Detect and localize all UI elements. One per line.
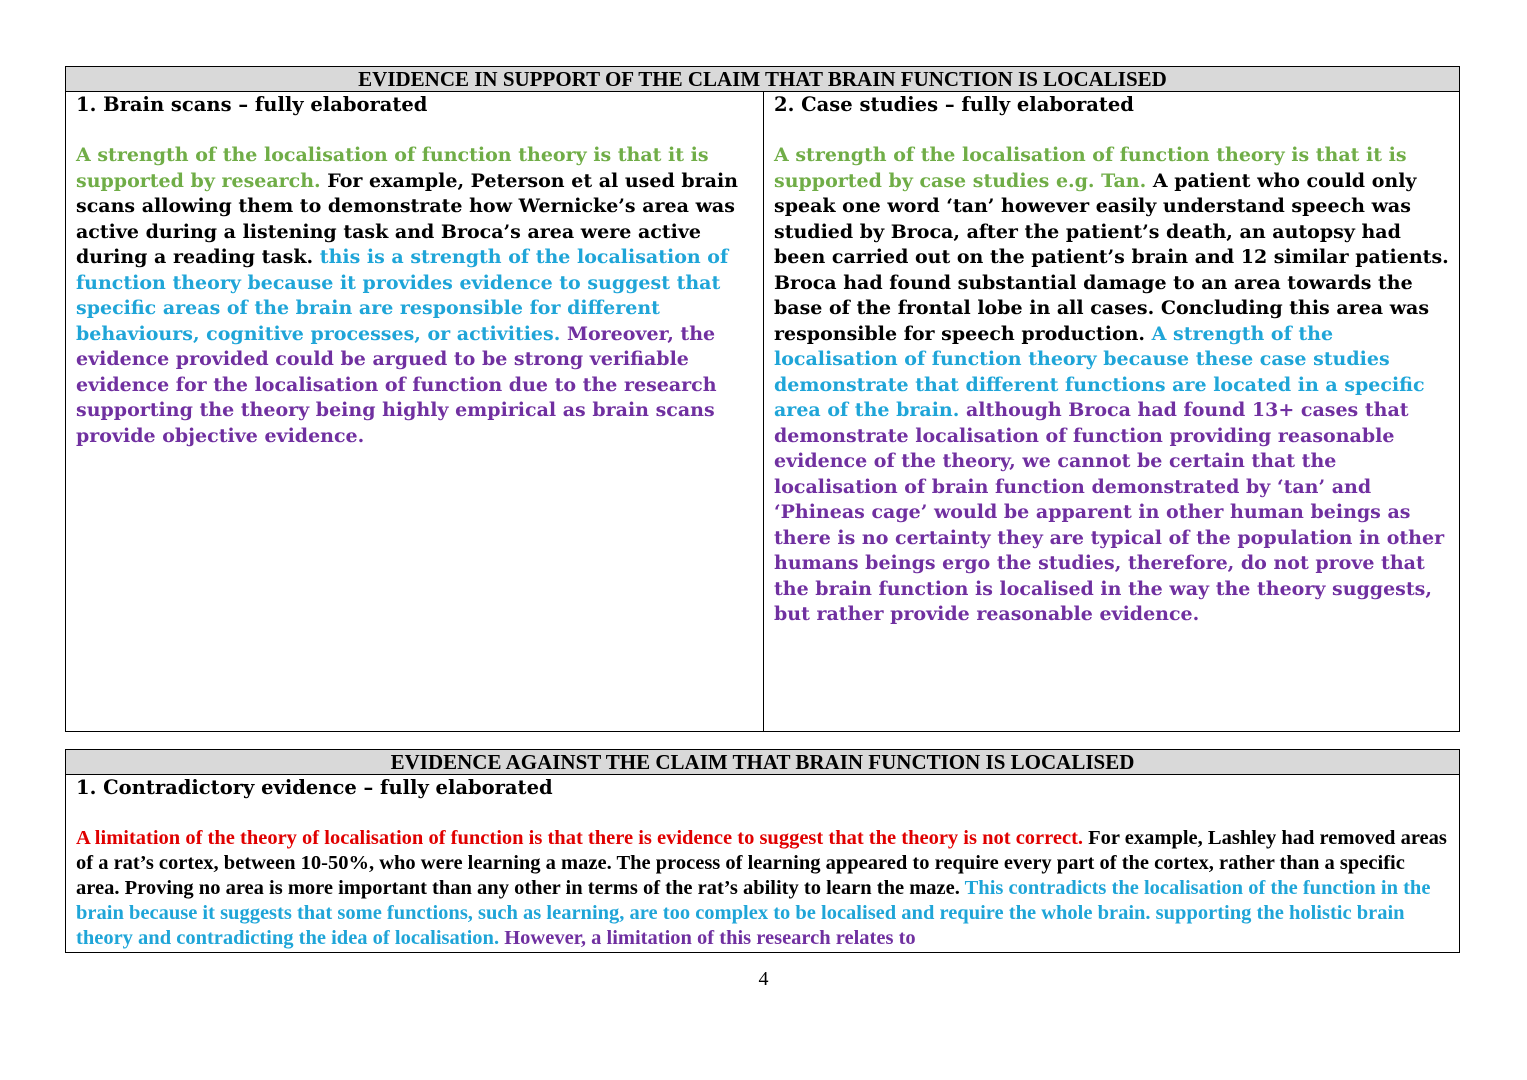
- against-table: [65, 749, 1460, 953]
- page-number: 4: [758, 968, 769, 990]
- case-studies-title: 2. Case studies – fully elaborated: [774, 93, 1134, 116]
- case-studies-explanation: A strength of the localisation of function theory because these case studies demonstrate that different functions are located in a specific area of the brain.: [774, 322, 1425, 421]
- contradictory-evidence-cell: [66, 775, 1459, 951]
- against-header: EVIDENCE AGAINST THE CLAIM THAT BRAIN FUNCTION IS LOCALISED: [66, 750, 1459, 775]
- case-studies-cell: [764, 92, 1459, 732]
- brain-scans-title: 1. Brain scans – fully elaborated: [76, 93, 428, 116]
- support-header: EVIDENCE IN SUPPORT OF THE CLAIM THAT BRAIN FUNCTION IS LOCALISED: [66, 67, 1459, 92]
- contradictory-evidence: For example, Lashley had removed areas of a rat’s cortex, between 10-50%, who were learning a maze. The process of learning appeared to require every part of the cortex, rather than a specific area. Proving no area is more important than any other in terms of the rat’s ability to learn the maze.: [76, 827, 1447, 899]
- brain-scans-evaluation: Moreover, the evidence provided could be argued to be strong verifiable evidence for the localisation of function due to the research supporting the theory being highly empirical as brain scans provide objective evidence.: [76, 322, 717, 447]
- contradictory-evidence-paragraph: [76, 826, 1449, 951]
- contradictory-evidence-title: 1. Contradictory evidence – fully elaborated: [76, 776, 553, 799]
- contradictory-evaluation: However, a limitation of this research relates to: [499, 927, 916, 949]
- brain-scans-evidence: For example, Peterson et al used brain scans allowing them to demonstrate how Wernicke’s area was active during a listening task and Broca’s area were active during a reading task.: [76, 169, 738, 268]
- brain-scans-explanation: this is a strength of the localisation of function theory because it provides evidence to suggest that specific areas of the brain are responsible for different behaviours, cognitive processes, or activities.: [76, 246, 729, 345]
- case-studies-paragraph: [774, 143, 1449, 628]
- support-table: [65, 66, 1460, 732]
- brain-scans-cell: [66, 92, 764, 732]
- brain-scans-point: A strength of the localisation of function theory is that it is supported by research.: [76, 144, 709, 192]
- case-studies-evidence: A patient who could only speak one word ‘tan’ however easily understand speech was studied by Broca, after the patient’s death, an autopsy had been carried out on the patient’s brain and 12 similar patients. Broca had found substantial damage to an area towards the base of the frontal lobe in all cases. Concluding this area was responsible for speech production.: [774, 169, 1449, 345]
- contradictory-point: A limitation of the theory of localisation of function is that there is evidence to suggest that the theory is not correct.: [76, 827, 1084, 849]
- case-studies-point: A strength of the localisation of function theory is that it is supported by case studies e.g. Tan.: [774, 144, 1407, 192]
- case-studies-evaluation: although Broca had found 13+ cases that demonstrate localisation of function providing reasonable evidence of the theory, we cannot be certain that the localisation of brain function demonstrated by ‘tan’ and ‘Phineas cage’ would be apparent in other human beings as there is no certainty they are typical of the population in other humans beings ergo the studies, therefore, do not prove that the brain function is localised in the way the theory suggests, but rather provide reasonable evidence.: [774, 399, 1445, 625]
- contradictory-explanation: This contradicts the localisation of the function in the brain because it suggests that some functions, such as learning, are too complex to be localised and require the whole brain. supporting the holistic brain theory and contradicting the idea of localisation.: [76, 877, 1431, 949]
- brain-scans-paragraph: [76, 143, 753, 449]
